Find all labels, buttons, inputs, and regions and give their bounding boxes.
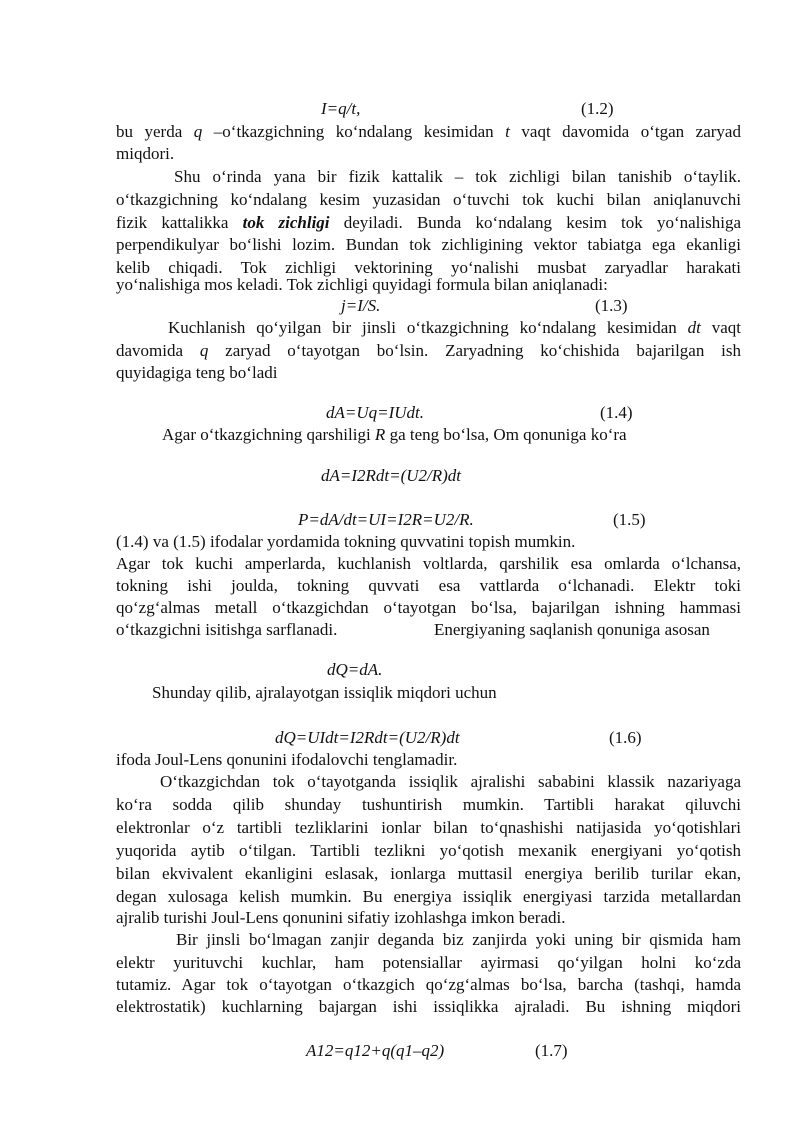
formula-number-1-6: (1.6) <box>609 728 642 747</box>
term-tok-zichligi: tok zichligi <box>242 213 330 232</box>
formula-number-1-5: (1.5) <box>613 510 646 529</box>
formula-1-2: I=q/t, <box>321 99 361 118</box>
paragraph-line: fizik kattalikka tok zichligi deyiladi. Bunda ko‘ndalang kesim tok yo‘nalishiga <box>116 213 741 232</box>
paragraph-line: Kuchlanish qo‘yilgan bir jinsli o‘tkazgichning ko‘ndalang kesimidan dt vaqt <box>168 318 741 337</box>
paragraph-line: kelib chiqadi. Tok zichligi vektorining yo‘nalishi musbat zaryadlar harakati <box>116 258 741 277</box>
formula-1-7: A12=q12+q(q1–q2) <box>306 1041 445 1060</box>
paragraph-line: ko‘ra sodda qilib shunday tushuntirish mumkin. Tartibli harakat qiluvchi <box>116 795 741 814</box>
formula-1-4: dA=Uq=IUdt. <box>326 403 425 422</box>
formula-number-1-7: (1.7) <box>535 1041 568 1060</box>
paragraph-line: elektr yurituvchi kuchlar, ham potensiallar ayirmasi qo‘yilgan holni ko‘zda <box>116 953 741 972</box>
paragraph-line: Energiyaning saqlanish qonuniga asosan <box>434 620 710 639</box>
paragraph-line: o‘tkazgichni isitishga sarflanadi. <box>116 620 338 639</box>
paragraph-line: elektrostatik) kuchlarning bajargan ishi issiqlikka ajraladi. Bu ishning miqdori <box>116 997 741 1016</box>
formula-1-6: dQ=UIdt=I2Rdt=(U2/R)dt <box>275 728 460 747</box>
paragraph-line: degan xulosaga kelish mumkin. Bu energiya issiqlik energiyasi tarzida metallardan <box>116 887 741 906</box>
formula-1-3: j=I/S. <box>341 296 381 315</box>
paragraph-line: quyidagiga teng bo‘ladi <box>116 363 278 382</box>
paragraph-line: O‘tkazgichdan tok o‘tayotganda issiqlik ajralishi sababini klassik nazariyaga <box>160 772 741 791</box>
paragraph-line: davomida q zaryad o‘tayotgan bo‘lsin. Zaryadning ko‘chishida bajarilgan ish <box>116 341 741 360</box>
paragraph-line: qo‘zg‘almas metall o‘tkazgichdan o‘tayotgan bo‘lsa, bajarilgan ishning hammasi <box>116 598 741 617</box>
formula-number-1-3: (1.3) <box>595 296 628 315</box>
paragraph-line: Agar tok kuchi amperlarda, kuchlanish voltlarda, qarshilik esa omlarda o‘lchansa, <box>116 554 741 573</box>
paragraph-line: o‘tkazgichning ko‘ndalang kesim yuzasidan o‘tuvchi tok kuchi bilan aniqlanuvchi <box>116 190 741 209</box>
formula-number-1-2: (1.2) <box>581 99 614 118</box>
formula-1-5: P=dA/dt=UI=I2R=U2/R. <box>298 510 474 529</box>
paragraph-line: Agar o‘tkazgichning qarshiligi R ga teng bo‘lsa, Om qonuniga ko‘ra <box>162 425 627 444</box>
paragraph-line: elektronlar o‘z tartibli tezliklarini ionlar bilan to‘qnashishi natijasida yo‘qotishlari <box>116 818 741 837</box>
formula-dA: dA=I2Rdt=(U2/R)dt <box>321 466 462 485</box>
paragraph-line: perpendikulyar bo‘lishi lozim. Bundan tok zichligining vektor tabiatga ega ekanligi <box>116 235 741 254</box>
paragraph-line: Shunday qilib, ajralayotgan issiqlik miqdori uchun <box>152 683 497 702</box>
paragraph-line: Bir jinsli bo‘lmagan zanjir deganda biz zanjirda yoki uning bir qismida ham <box>176 930 741 949</box>
paragraph-line: miqdori. <box>116 144 175 163</box>
paragraph-line: bilan ekvivalent ekanligini eslasak, ionlarga muttasil energiya berilib turilar ekan, <box>116 864 741 883</box>
paragraph-line: Shu o‘rinda yana bir fizik kattalik – tok zichligi bilan tanishib o‘taylik. <box>174 167 741 186</box>
formula-dQ: dQ=dA. <box>327 660 383 679</box>
paragraph-line: yuqorida aytib o‘tilgan. Tartibli tezlikni yo‘qotish mexanik energiyani yo‘qotish <box>116 841 741 860</box>
paragraph-line: ifoda Joul-Lens qonunini ifodalovchi tenglamadir. <box>116 750 458 769</box>
paragraph-line: tokning ishi joulda, tokning quvvati esa vattlarda o‘lchanadi. Elektr toki <box>116 576 741 595</box>
paragraph-line: bu yerda q –o‘tkazgichning ko‘ndalang kesimidan t vaqt davomida o‘tgan zaryad <box>116 122 741 141</box>
paragraph-line: tutamiz. Agar tok o‘tayotgan o‘tkazgich qo‘zg‘almas bo‘lsa, barcha (tashqi, hamda <box>116 975 741 994</box>
paragraph-line: (1.4) va (1.5) ifodalar yordamida tokning quvvatini topish mumkin. <box>116 532 576 551</box>
paragraph-line: ajralib turishi Joul-Lens qonunini sifatiy izohlashga imkon beradi. <box>116 908 566 927</box>
paragraph-line: yo‘nalishiga mos keladi. Tok zichligi quyidagi formula bilan aniqlanadi: <box>116 275 608 294</box>
formula-number-1-4: (1.4) <box>600 403 633 422</box>
